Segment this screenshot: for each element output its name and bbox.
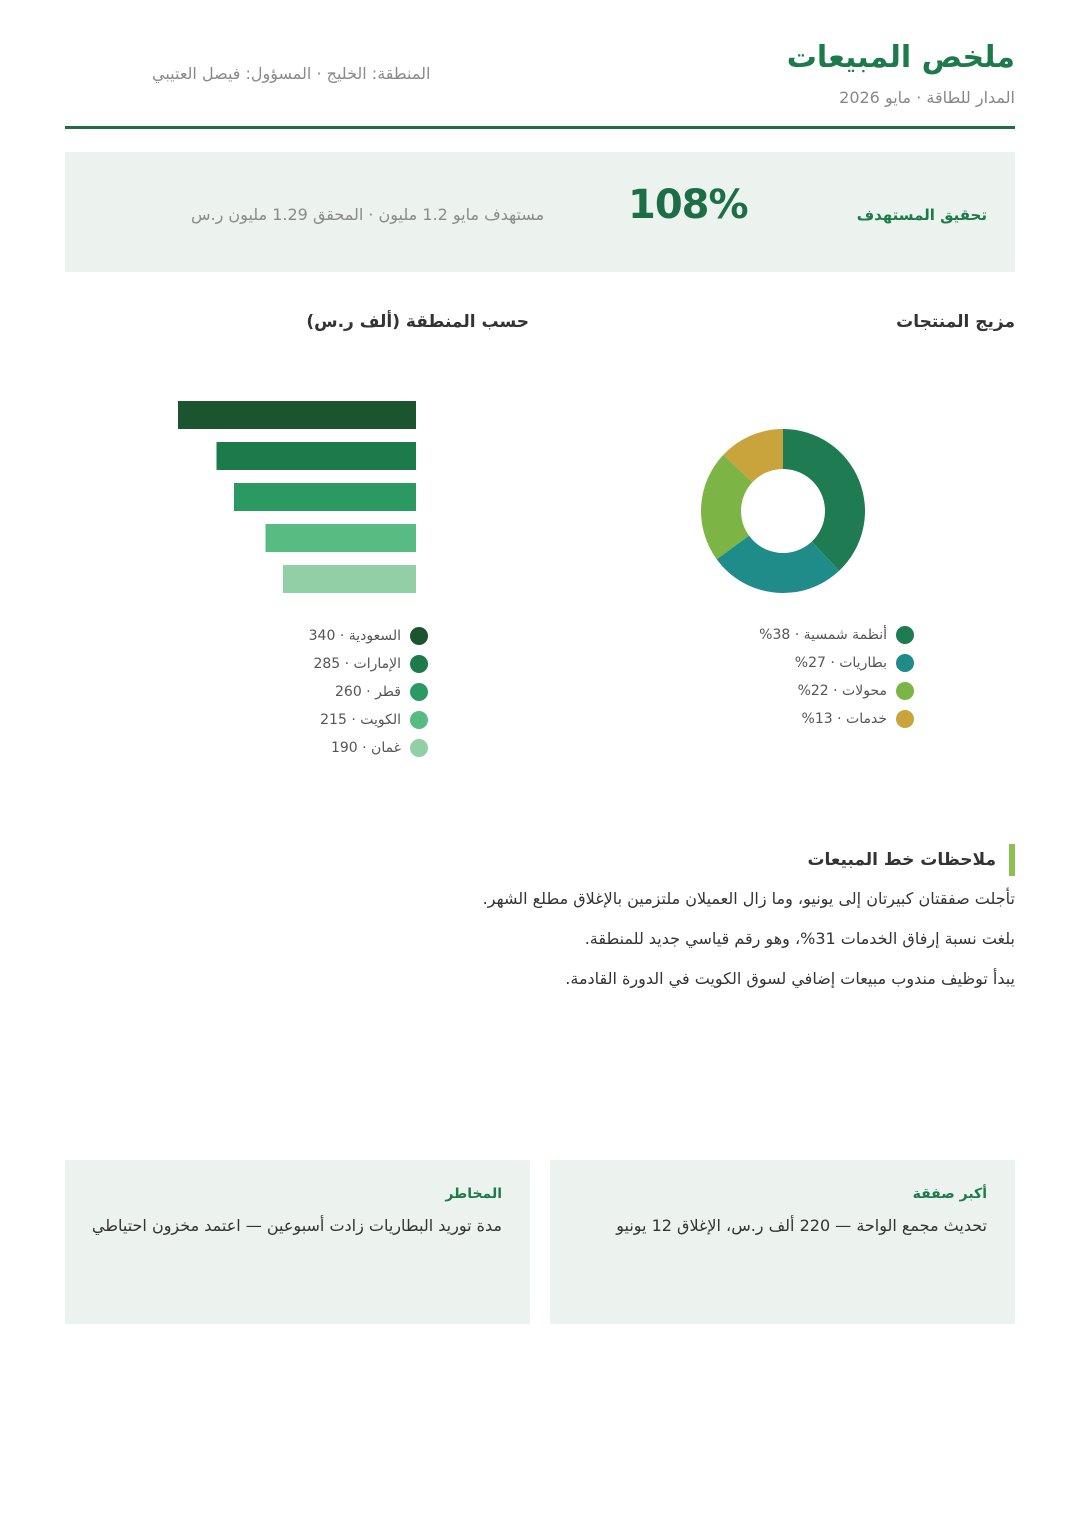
product-mix-legend [759, 621, 914, 733]
legend-label: بطاريات · 27% [794, 655, 887, 671]
legend-item [309, 678, 428, 706]
note-item: بلغت نسبة إرفاق الخدمات 31%، وهو رقم قياسي جديد للمنطقة. [584, 929, 1015, 948]
legend-label: الإمارات · 285 [313, 656, 401, 672]
largest-deal-card [550, 1160, 1015, 1324]
legend-item [759, 677, 914, 705]
legend-dot [896, 682, 914, 700]
legend-item [309, 622, 428, 650]
card-text: مدة توريد البطاريات زادت أسبوعين — اعتمد مخزون احتياطي [91, 1216, 502, 1235]
note-item: تأجلت صفقتان كبيرتان إلى يونيو، وما زال العميلان ملتزمين بالإغلاق مطلع الشهر. [482, 889, 1015, 908]
kpi-detail: مستهدف مايو 1.2 مليون · المحقق 1.29 مليون ر.س [191, 205, 545, 224]
region-legend [309, 622, 428, 762]
page-title: ملخص المبيعات [786, 40, 1015, 75]
legend-item [309, 734, 428, 762]
region-bar [266, 524, 417, 552]
legend-dot [410, 683, 428, 701]
target-achievement-panel [65, 152, 1015, 272]
legend-label: الكويت · 215 [320, 712, 401, 728]
region-chart-title: حسب المنطقة (ألف ر.س) [306, 312, 529, 332]
kpi-label: تحقيق المستهدف [856, 206, 987, 224]
legend-item [759, 621, 914, 649]
legend-dot [896, 710, 914, 728]
region-bar [217, 442, 417, 470]
legend-dot [896, 626, 914, 644]
legend-label: قطر · 260 [335, 684, 401, 700]
card-text: تحديث مجمع الواحة — 220 ألف ر.س، الإغلاق 12 يونيو [616, 1216, 987, 1235]
donut-slice [783, 429, 865, 571]
region-bar [178, 401, 416, 429]
region-bar-chart [160, 392, 440, 604]
legend-label: خدمات · 13% [801, 711, 887, 727]
notes-accent-bar [1009, 844, 1015, 876]
note-item: يبدأ توظيف مندوب مبيعات إضافي لسوق الكويت في الدورة القادمة. [565, 969, 1015, 988]
legend-label: محولات · 22% [797, 683, 887, 699]
card-label: أكبر صفقة [912, 1186, 987, 1202]
legend-item [309, 706, 428, 734]
region-bar [234, 483, 416, 511]
product-mix-donut-chart [690, 418, 876, 604]
risks-card [65, 1160, 530, 1324]
legend-label: السعودية · 340 [308, 628, 401, 644]
legend-dot [410, 627, 428, 645]
header-divider [65, 126, 1015, 129]
notes-title: ملاحظات خط المبيعات [807, 850, 996, 870]
legend-item [759, 705, 914, 733]
legend-dot [410, 711, 428, 729]
legend-dot [410, 655, 428, 673]
legend-label: غمان · 190 [330, 740, 401, 756]
page-subtitle: المدار للطاقة · مايو 2026 [839, 88, 1015, 107]
region-owner-meta: المنطقة: الخليج · المسؤول: فيصل العتيبي [152, 64, 431, 83]
card-label: المخاطر [445, 1186, 502, 1202]
legend-item [309, 650, 428, 678]
legend-dot [410, 739, 428, 757]
kpi-value: 108% [628, 182, 748, 228]
legend-item [759, 649, 914, 677]
product-mix-title: مزيج المنتجات [896, 312, 1015, 332]
legend-dot [896, 654, 914, 672]
region-bar [283, 565, 416, 593]
legend-label: أنظمة شمسية · 38% [759, 627, 887, 643]
